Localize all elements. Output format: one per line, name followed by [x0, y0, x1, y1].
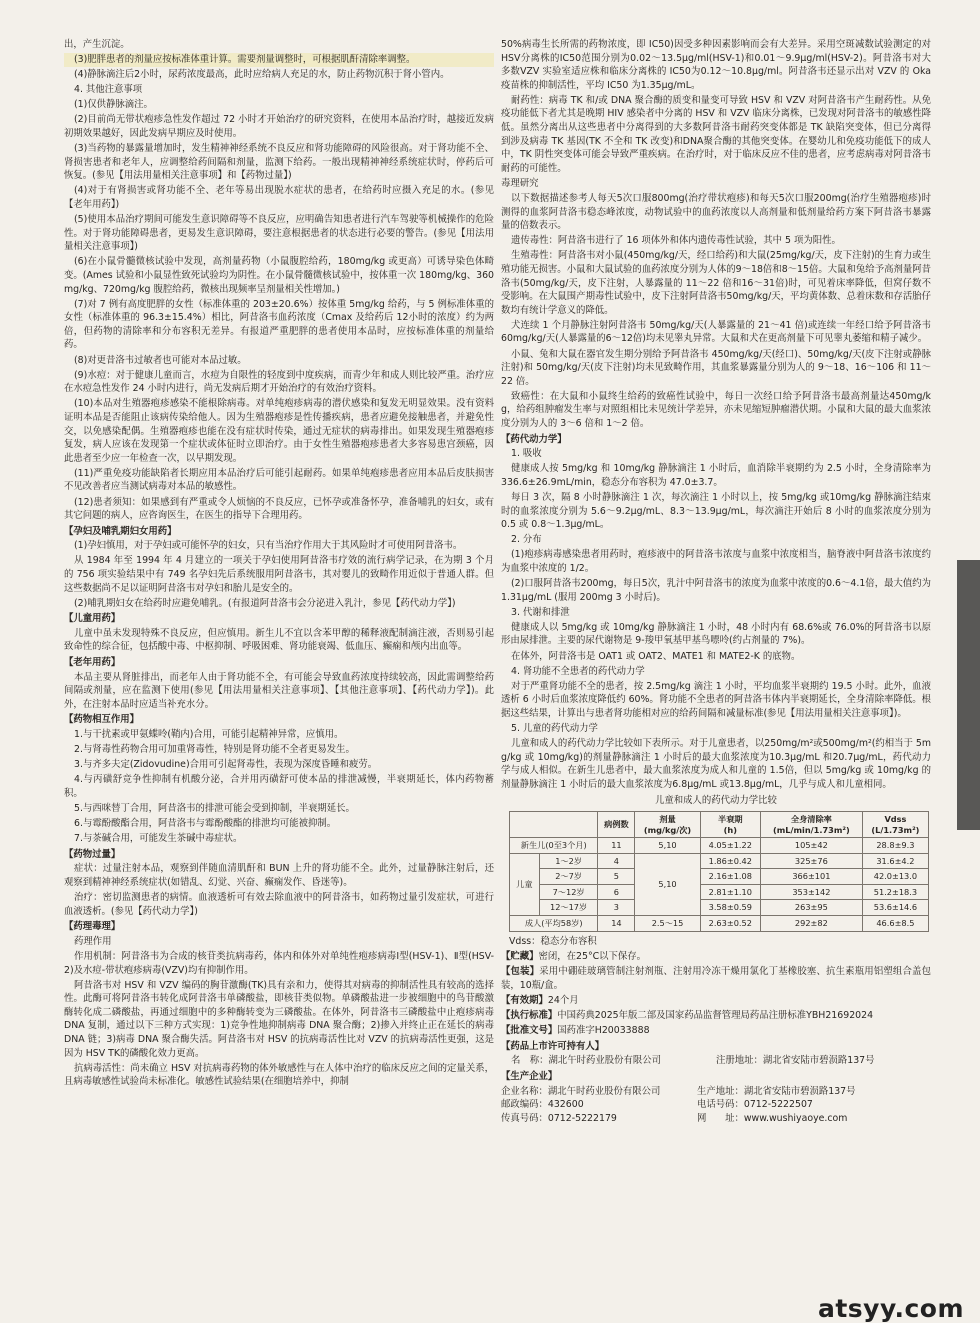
paragraph: (10)本品对生殖器疱疹感染不能根除病毒。对单纯疱疹病毒的潜伏感染和复发无明显效果。没有资料证明本品是否能阻止该病传染给他人。因为生殖器疱疹是性传播疾病，患者应避免接触患者，并避免性交，以免感染配偶。生殖器疱疹也能在没有症状时传染，通过无症状的病毒排出。如果发现生殖器疱疹复发，病人应该在发现第一个症状或体征时立即治疗。由于女性生殖器疱疹患者大多容易患宫颈癌，因此患者至少应一年检查一次，以早期发现。	[64, 398, 494, 464]
table-cell: 成人(平均58岁)	[510, 916, 598, 932]
mfr-row-3	[501, 1112, 931, 1126]
table-cell: 2.16±1.08	[700, 869, 760, 885]
paragraph: 健康成人以 5mg/kg 或 10mg/kg 静脉滴注 1 小时，48 小时内有 68.6%或 76.0%的阿昔洛韦以原形由尿排泄。主要的尿代谢物是 9-羧甲氧基甲基鸟嘌呤(约占剂量的 7%)。	[501, 621, 931, 647]
mfr-website: 网 址：www.wushiyaoye.com	[697, 1112, 848, 1124]
elderly-section	[64, 671, 494, 712]
paragraph: 以下数据描述参考人每天5次口服800mg(治疗带状疱疹)和每天5次口服200mg(治疗生殖器疱疹)时测得的血浆阿昔洛韦稳态峰浓度，动物试验中的血药浓度以人高剂量和低剂量给药方案下阿昔洛韦暴露量的倍数表示。	[501, 193, 931, 232]
standard-line: 【执行标准】中国药典2025年版二部及国家药品监督管理局药品注册标准YBH21692024	[501, 1010, 874, 1022]
mfr-production-address: 生产地址：湖北省安陆市碧涢路137号	[697, 1085, 856, 1097]
validity-line: 【有效期】24个月	[501, 995, 579, 1006]
paragraph: 4. 其他注意事项	[74, 84, 143, 96]
table-cell: 105±42	[760, 838, 862, 854]
table-header-cell: 剂量 (mg/kg/次)	[635, 812, 700, 838]
overdose-section	[64, 862, 494, 918]
approval-line: 【批准文号】国药准字H20033888	[501, 1025, 650, 1037]
table-row	[510, 900, 929, 916]
table-cell: 292±82	[760, 916, 862, 932]
mfr-phone: 电话号码：0712-5222507	[697, 1099, 813, 1111]
paragraph: 1.与干扰素或甲氨蝶呤(鞘内)合用，可能引起精神异常，应慎用。	[74, 729, 344, 740]
right-column	[501, 38, 931, 1125]
pharmacokinetics-heading: 【药代动力学】	[501, 433, 567, 445]
page-edge-tab	[957, 560, 980, 830]
paragraph: 5. 儿童的药代动力学	[511, 723, 598, 734]
holder-row	[501, 1054, 931, 1068]
paragraph: 本品主要从肾脏排出，而老年人由于肾功能不全，有可能会导致血药浓度持续较高，因此需调整给药间隔或剂量，应在监测下使用(参见【用法用量相关注意事项】、【其他注意事项】、【药代动力学】)。此外，在注射本品时应适当补充水分。	[64, 671, 494, 710]
paragraph: 儿童和成人的药代动力学比较如下表所示。对于儿童患者，以250mg/m²或500mg/m²(约相当于 5mg/kg 或 10mg/kg)的剂量静脉滴注 1 小时后的最大血浆浓度为10.3μg/mL 和20.7μg/mL，药代动力学与成人相似。在新生儿患者中，最大血浆浓度为成人和儿童的 1.5倍，但以 5mg/kg 或 10mg/kg 的剂量静脉滴注 1 小时后的最大血浆浓度为6.8μg/mL 或13.8μg/mL，几乎与成人和儿童相同。	[501, 738, 931, 790]
table-row	[510, 869, 929, 885]
table-row	[510, 916, 929, 932]
paragraph: (5)使用本品治疗期间可能发生意识障碍等不良反应，应明确告知患者进行汽车驾驶等机械操作的危险性。对于肾功能障碍患者，更易发生意识障碍，要注意根据患者的状态进行必要的警告。(参见【用法用量相关注意事项】)	[64, 214, 494, 253]
table-header-cell: Vdss (L/1.73m²)	[862, 812, 928, 838]
toxicology-section	[501, 38, 931, 431]
table-cell: 1～2岁	[539, 853, 598, 869]
table-row	[510, 838, 929, 854]
table-cell: 325±76	[760, 853, 862, 869]
table-cell: 5,10	[635, 853, 700, 915]
table-row	[510, 853, 929, 869]
paragraph: 药理作用	[74, 935, 112, 947]
table-cell: 366±101	[760, 869, 862, 885]
holder-address: 注册地址：湖北省安陆市碧涢路137号	[716, 1055, 875, 1067]
left-precautions-section	[64, 38, 494, 523]
table-cell: 353±142	[760, 884, 862, 900]
table-body	[510, 838, 929, 932]
table-cell: 1.86±0.42	[700, 853, 760, 869]
holder-name: 名 称：湖北午时药业股份有限公司	[511, 1055, 662, 1067]
paragraph: 症状：过量注射本品，观察到伴随血清肌酐和 BUN 上升的肾功能不全。此外，过量静脉注射后，还观察到精神神经系统症状(如错乱、幻觉、兴奋、癫痫发作、昏迷等)。	[64, 863, 494, 888]
paragraph: 作用机制：阿昔洛韦为合成的核苷类抗病毒药，体内和体外对单纯性疱疹病毒Ⅰ型(HSV-1)、Ⅱ型(HSV-2)及水痘-带状疱疹病毒(VZV)均有抑制作用。	[64, 950, 494, 976]
pharmacology-heading: 【药理毒理】	[64, 921, 121, 933]
table-cell: 3.58±0.59	[700, 900, 760, 916]
paragraph: (2)口服阿昔洛韦200mg，每日5次，乳汁中阿昔洛韦的浓度为血浆中浓度的0.6～4.1倍，最大值约为 1.31μg/mL (服用 200mg 3 小时后)。	[501, 578, 931, 603]
mfr-name: 企业名称：湖北午时药业股份有限公司	[501, 1085, 661, 1097]
paragraph: 5.与西咪替丁合用，阿昔洛韦的排泄可能会受到抑制，半衰期延长。	[74, 802, 355, 814]
site-watermark: atsyy.com	[817, 1294, 964, 1323]
paragraph: (1)仅供静脉滴注。	[74, 99, 153, 111]
table-cell: 11	[598, 838, 635, 854]
table-cell: 新生儿(0至3个月)	[510, 838, 598, 854]
table-header-cell: 病例数	[598, 812, 635, 838]
paragraph: (3)肥胖患者的剂量应按标准体重计算。需要剂量调整时，可根据肌酐清除率调整。	[64, 53, 494, 67]
pharmacology-section	[64, 935, 494, 1089]
paragraph: 犬连续 1 个月静脉注射阿昔洛韦 50mg/kg/天(人暴露量的 21～41 倍)或连续一年经口给予阿昔洛韦 60mg/kg/天(人暴露量的6～12倍)均未见睾丸异常。大鼠和犬在更高剂量下可见睾丸萎缩和精子减少。	[501, 319, 931, 345]
table-cell: 14	[598, 916, 635, 932]
paragraph: 3.与齐多夫定(Zidovudine)合用可引起肾毒性，表现为深度昏睡和疲劳。	[74, 759, 378, 771]
paragraph: 健康成人按 5mg/kg 和 10mg/kg 静脉滴注 1 小时后，血消除半衰期约为 2.5 小时，全身清除率为 336.6±26.9mL/min，稳态分布容积为 47.0±3.7。	[501, 463, 931, 488]
paragraph: (4)对于有肾损害或肾功能不全、老年等易出现脱水症状的患者，在给药时应摄入充足的水。(参见【老年用药】)	[64, 185, 494, 211]
paragraph: 6.与霉酚酸酯合用，阿昔洛韦与霉酚酸酯的排泄均可能被抑制。	[74, 818, 337, 830]
paragraph: 4. 肾功能不全患者的药代动力学	[511, 665, 645, 677]
mfr-fax: 传真号码：0712-5222179	[501, 1112, 617, 1124]
children-section	[64, 627, 494, 654]
table-cell: 6	[598, 884, 635, 900]
table-header-row	[510, 812, 929, 838]
paragraph: 从 1984 年至 1994 年 4 月建立的一项关于孕妇使用阿昔洛韦疗效的流行病学记录，在为期 3 个月的 756 项实验结果中有 749 名孕妇先后系统服用阿昔洛韦，其对婴儿的致畸作用近似于普通人群。但这些数据尚不足以证明阿昔洛韦对孕妇和胎儿是安全的。	[64, 555, 494, 594]
table-cell: 5,10	[635, 838, 700, 854]
vdss-footnote: Vdss：稳态分布容积	[509, 935, 597, 947]
pregnancy-section	[64, 539, 494, 610]
pk-comparison-table	[509, 811, 929, 932]
table-header-cell: 半衰期 (h)	[700, 812, 760, 838]
package-line: 【包装】采用中硼硅玻璃管制注射剂瓶、注射用冷冻干燥用氯化丁基橡胶塞、抗生素瓶用铝塑组合盖包装，10瓶/盒。	[501, 966, 931, 991]
mfr-postal-code: 邮政编码：432600	[501, 1099, 584, 1111]
table-row	[510, 884, 929, 900]
table-cell: 28.8±9.3	[862, 838, 928, 854]
table-cell: 51.2±18.3	[862, 884, 928, 900]
paragraph: (6)在小鼠骨髓微核试验中发现，高剂量药物（小鼠腹腔给药，180mg/kg 或更高）可诱导染色体畸变。(Ames 试验和小鼠显性致死试验均为阴性。在小鼠骨髓微核试验中，按体重一次 180mg/kg、360mg/kg、720mg/kg 腹腔给药，微核出现频率呈剂量相关性增加。)	[64, 256, 494, 295]
paragraph: 对于严重肾功能不全的患者，按 2.5mg/kg 滴注 1 小时，平均血浆半衰期约 19.5 小时。此外，血液透析 6 小时后血浆浓度降低约 60%。肾功能不全患者的阿昔洛韦体内半衰期延长，全身清除率降低。根据这些结果，计算出与患者肾功能相对应的给药间隔和减量标准(参见【用法用量相关注意事项】)。	[501, 680, 931, 719]
left-column	[64, 38, 494, 1090]
paragraph: (11)严重免疫功能缺陷者长期应用本品治疗后可能引起耐药。如果单纯疱疹患者应用本品后皮肤损害不见改善者应当测试病毒对本品的敏感性。	[64, 467, 494, 493]
paragraph: (1)孕妇慎用，对于孕妇或可能怀孕的妇女，只有当治疗作用大于其风险时才可使用阿昔洛韦。	[74, 540, 463, 552]
paragraph: 7.与茶碱合用，可能发生茶碱中毒症状。	[74, 833, 243, 845]
paragraph: 50%病毒生长所需的药物浓度，即 IC50)因受多种因素影响而会有大差异。采用空斑减数试验测定的对HSV分离株的IC50范围分别为0.02～13.5μg/ml(HSV-1)和0.01～9.9μg/ml(HSV-2)。阿昔洛韦对大多数VZV 实验室适应株和临床分离株的 IC50为0.12～10.8μg/ml。阿昔洛韦还显示出对 VZV 的 Oka 疫苗株的抑制活性，平均 IC50 为1.35μg/mL。	[501, 39, 931, 91]
table-cell: 3	[598, 900, 635, 916]
paragraph: 3. 代谢和排泄	[511, 606, 570, 618]
table-cell: 42.0±13.0	[862, 869, 928, 885]
table-cell: 2～7岁	[539, 869, 598, 885]
paragraph: 出，产生沉淀。	[64, 39, 130, 50]
table-cell: 5	[598, 869, 635, 885]
table-cell: 7～12岁	[539, 884, 598, 900]
paragraph: 小鼠、兔和大鼠在器官发生期分别给予阿昔洛韦 450mg/kg/天(经口)、50mg/kg/天(皮下注射或静脉注射)和 50mg/kg/天(皮下注射)均未见致畸作用，其血浆暴露量分别为人的 9～18、16～106 和 11～22 倍。	[501, 348, 931, 387]
paragraph: 1. 吸收	[511, 448, 542, 460]
holder-heading: 【药品上市许可持有人】	[501, 1040, 605, 1052]
table-cell: 53.6±14.6	[862, 900, 928, 916]
table-header-cell: 全身清除率 (mL/min/1.73m²)	[760, 812, 862, 838]
paragraph: (3)当药物的暴露量增加时，发生精神神经系统不良反应和肾功能障碍的风险很高。对于肾功能不全、肾损害患者和老年人，应调整给药间隔和剂量，监测下给药。一般出现精神神经系统症状时，停药后可恢复。(参见【用法用量相关注意事项】和【药物过量】)	[64, 143, 494, 182]
mfr-row-1	[501, 1085, 931, 1099]
paragraph: 遗传毒性：阿昔洛韦进行了 16 项体外和体内遗传毒性试验，其中 5 项为阳性。	[511, 235, 841, 247]
paragraph: 儿童中虽未发现特殊不良反应，但应慎用。新生儿不宜以含苯甲醇的稀释液配制滴注液，否则易引起致命性的综合征，包括酸中毒、中枢抑制、呼吸困难、肾功能衰竭、低血压、癫痫和颅内出血等。	[64, 627, 494, 653]
interactions-section	[64, 728, 494, 846]
table-cell: 儿童	[510, 853, 540, 915]
paragraph: (12)患者须知：如果感到有严重或令人烦恼的不良反应，已怀孕或准备怀孕，准备哺乳的妇女，或有其它问题的病人，应咨询医生，在医生的指导下合理用药。	[64, 496, 494, 522]
table-cell: 263±95	[760, 900, 862, 916]
paragraph: 耐药性：病毒 TK 和/或 DNA 聚合酶的质变和量变可导致 HSV 和 VZV 对阿昔洛韦产生耐药性。从免疫功能低下者尤其是晚期 HIV 感染者中分离的 HSV 和 VZV 临床分离株，已发现对阿昔洛韦的敏感性降低。虽然分离出从这些患者中分离得到的大多数阿昔洛韦耐药突变体都是 TK 缺陷突变体，但已分离得到涉及病毒 TK 基因(TK 不全和 TK 改变)和DNA聚合酶的其他突变体。在婴幼儿和免疫功能低下的成人中，TK 阴性突变体可能会导致严重疾病。在治疗时，对于临床反应不佳的患者，应考虑病毒对阿昔洛韦耐药的可能性。	[501, 94, 931, 174]
paragraph: 抗病毒活性：尚未确立 HSV 对抗病毒药物的体外敏感性与在人体中治疗的临床反应之间的定量关系，且病毒敏感性试验尚未标准化。敏感性试验结果(在细胞培养中，抑制	[64, 1062, 494, 1088]
table-cell: 4.05±1.22	[700, 838, 760, 854]
elderly-heading: 【老年用药】	[64, 657, 121, 669]
table-cell: 46.6±8.5	[862, 916, 928, 932]
paragraph: (9)水痘：对于健康儿童而言，水痘为自限性的轻度到中度疾病，而青少年和成人则比较严重。治疗应在水痘急性发作 24 小时内进行，尚无发病后期才开始治疗的有效治疗资料。	[64, 369, 494, 395]
storage-line: 【贮藏】密闭，在25°C以下保存。	[501, 951, 647, 963]
paragraph: (8)对更昔洛韦过敏者也可能对本品过敏。	[74, 354, 247, 366]
mfr-row-2	[501, 1098, 931, 1112]
paragraph: (2)目前尚无带状疱疹急性发作超过 72 小时才开始治疗的研究资料，在使用本品治疗时，越接近发病初期效果越好，因此发病早期应及时使用。	[64, 114, 494, 140]
pharmacokinetics-section	[501, 447, 931, 791]
paragraph: 毒理研究	[501, 177, 539, 189]
table-cell: 4	[598, 853, 635, 869]
paragraph: (1)疱疹病毒感染患者用药时，疱疹液中的阿昔洛韦浓度与血浆中浓度相当，脑脊液中阿昔洛韦浓度约为血浆中浓度的 1/2。	[501, 549, 931, 574]
paragraph: 在体外，阿昔洛韦是 OAT1 或 OAT2、MATE1 和 MATE2-K 的底物。	[511, 650, 801, 662]
paragraph: 治疗：密切监测患者的病情。血液透析可有效去除血液中的阿昔洛韦，如药物过量引发症状，可进行血液透析。(参见【药代动力学】)	[64, 892, 494, 917]
children-heading: 【儿童用药】	[64, 613, 121, 625]
table-cell: 2.63±0.52	[700, 916, 760, 932]
paragraph: 每日 3 次，隔 8 小时静脉滴注 1 次，每次滴注 1 小时以上，按 5mg/kg 或10mg/kg 静脉滴注结束时的血浆浓度分别为 5.6～9.2μg/mL、8.3～13.9μg/mL，每次滴注开始后 8 小时的血浆浓度分别为 0.5 或 0.8～1.3μg/mL。	[501, 492, 931, 531]
paragraph: 2. 分布	[511, 534, 542, 546]
paragraph: 阿昔洛韦对 HSV 和 VZV 编码的胸苷激酶(TK)具有亲和力，使得其对病毒的抑制活性具有较高的选择性。此酶可将阿昔洛韦转化成阿昔洛韦单磷酸盐，即核苷类似物。单磷酸盐进一步被细胞中的鸟苷酸激酶转化成二磷酸盐，再通过细胞中的多种酶转变为三磷酸盐。在体外，阿昔洛韦三磷酸盐中止疱疹病毒 DNA 复制，通过以下三种方式实现：1)竞争性地抑制病毒 DNA 聚合酶；2)掺入并终止正在延长的病毒 DNA 链；3)病毒 DNA 聚合酶失活。阿昔洛韦对 HSV 的抗病毒活性比对 VZV 的抗病毒活性更强，这是因为 HSV TK的磷酸化效力更高。	[64, 979, 494, 1059]
pregnancy-heading: 【孕妇及哺乳期妇女用药】	[64, 525, 177, 537]
interactions-heading: 【药物相互作用】	[64, 714, 140, 726]
manufacturer-heading: 【生产企业】	[501, 1070, 558, 1082]
table-header-cell	[510, 812, 598, 838]
paragraph: 2.与肾毒性药物合用可加重肾毒性，特别是肾功能不全者更易发生。	[74, 744, 355, 756]
paragraph: 致癌性：在大鼠和小鼠终生给药的致癌性试验中，每日一次经口给予阿昔洛韦最高剂量达450mg/kg，给药组肿瘤发生率与对照组相比未见统计学差异，亦未见缩短肿瘤潜伏期。小鼠和大鼠的最大血浆浓度分别为人的 3～6 倍和 1～2 倍。	[501, 390, 931, 430]
paragraph: (7)对 7 例有高度肥胖的女性（标准体重的 203±20.6%）按体重 5mg/kg 给药，与 5 例标准体重的女性（标准体重的 96.3±15.4%）相比，阿昔洛韦血药浓度（Cmax 及给药后 12小时的浓度）约为两倍，但药物的清除率和分布容积无差异。有报道严重肥胖的患者使用本品时，应按标准体重的剂量给药。	[64, 298, 494, 351]
paragraph: 4.与丙磺舒竞争性抑制有机酸分泌，合并用丙磺舒可使本品的排泄减慢，半衰期延长，体内药物蓄积。	[64, 774, 494, 799]
paragraph: (2)哺乳期妇女在给药时应避免哺乳。(有报道阿昔洛韦会分泌进入乳汁，参见【药代动力学】)	[74, 597, 456, 609]
table-cell: 12～17岁	[539, 900, 598, 916]
paragraph: (4)静脉滴注后2小时，尿药浓度最高，此时应给病人充足的水，防止药物沉积于肾小管内。	[74, 69, 450, 81]
overdose-heading: 【药物过量】	[64, 848, 121, 860]
table-cell: 2.5～15	[635, 916, 700, 932]
pk-table-title: 儿童和成人的药代动力学比较	[655, 795, 777, 807]
paragraph: 生殖毒性：阿昔洛韦对小鼠(450mg/kg/天，经口给药)和大鼠(25mg/kg/天，皮下注射)的生育力或生殖功能无损害。小鼠和大鼠试验的血药浓度分别为人体的9～18倍和8～15倍。大鼠和兔给予高剂量阿昔洛韦(50mg/kg/天，皮下注射，人暴露量的 11～22 倍和16～31倍)时，可见着床率降低，但窝仔数不受影响。在大鼠围产期毒性试验中，皮下注射阿昔洛韦50mg/kg/天，平均黄体数、总着床数和存活胎仔数均有统计学意义的降低。	[501, 250, 931, 316]
table-cell: 31.6±4.2	[862, 853, 928, 869]
table-cell: 2.81±1.10	[700, 884, 760, 900]
